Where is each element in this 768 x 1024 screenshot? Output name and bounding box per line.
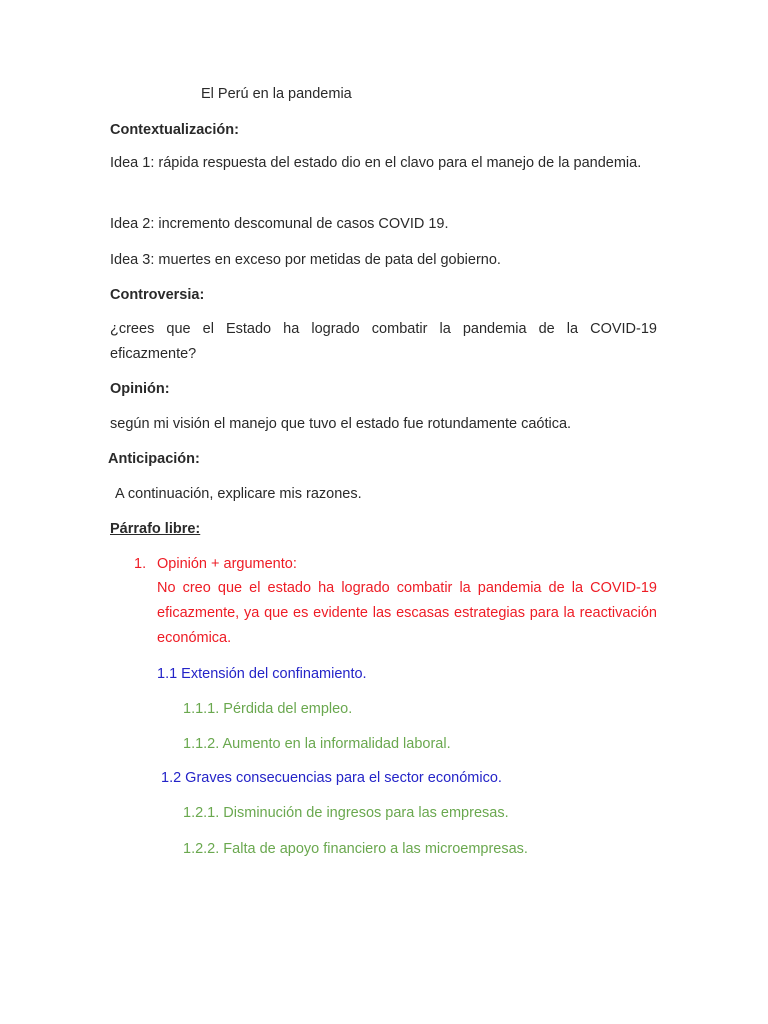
sub-item-1-2-2: 1.2.2. Falta de apoyo financiero a las microempresas. <box>183 841 528 857</box>
idea-3: Idea 3: muertes en exceso por metidas de pata del gobierno. <box>110 252 501 268</box>
anticipacion-text: A continuación, explicare mis razones. <box>115 486 362 502</box>
opinion-heading: Opinión: <box>110 381 170 397</box>
parrafo-libre-heading: Párrafo libre: <box>110 521 201 537</box>
idea-2: Idea 2: incremento descomunal de casos COVID 19. <box>110 216 449 232</box>
sub-item-1-2-1: 1.2.1. Disminución de ingresos para las empresas. <box>183 805 509 821</box>
controversia-text: ¿crees que el Estado ha logrado combatir la pandemia de la COVID-19 eficazmente? <box>110 321 657 362</box>
sub-item-1-1-2: 1.1.2. Aumento en la informalidad laboral. <box>183 736 451 752</box>
contextualizacion-heading: Contextualización: <box>110 122 239 138</box>
idea-1: Idea 1: rápida respuesta del estado dio en el clavo para el manejo de la pandemia. <box>110 155 642 171</box>
sub-item-1-1: 1.1 Extensión del confinamiento. <box>157 666 367 682</box>
list-item-number: 1. <box>134 556 147 572</box>
list-item-text: No creo que el estado ha logrado combatir la pandemia de la COVID-19 eficazmente, ya que es evidente las escasas estrategias para la reactivación económica. <box>157 580 657 646</box>
document-title: El Perú en la pandemia <box>201 86 352 102</box>
sub-item-1-1-1: 1.1.1. Pérdida del empleo. <box>183 701 353 717</box>
controversia-heading: Controversia: <box>110 287 205 303</box>
anticipacion-heading: Anticipación: <box>108 451 200 467</box>
sub-item-1-2: 1.2 Graves consecuencias para el sector económico. <box>161 770 502 786</box>
opinion-text: según mi visión el manejo que tuvo el estado fue rotundamente caótica. <box>110 416 572 432</box>
list-item-title: Opinión + argumento: <box>157 556 297 572</box>
